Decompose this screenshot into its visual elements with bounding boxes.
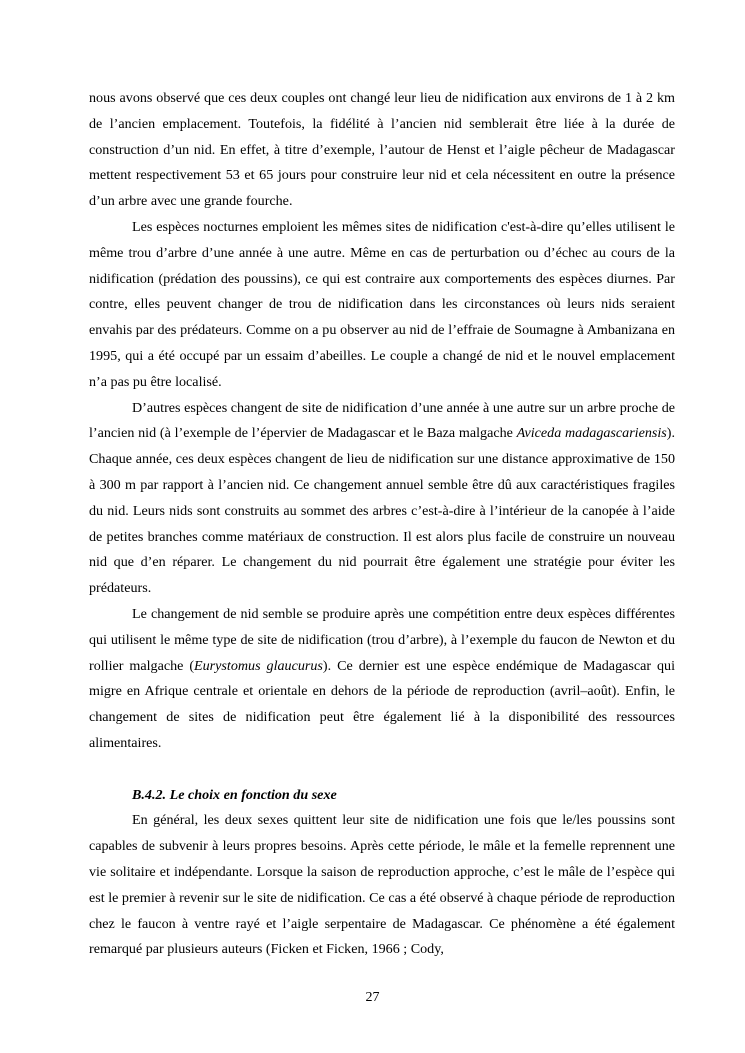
section-body-text [89, 808, 675, 963]
species-name: Eurystomus glaucurus [194, 657, 323, 674]
species-name: Aviceda madagascariensis [516, 425, 667, 442]
body-text [89, 86, 675, 757]
paragraph [89, 215, 675, 396]
paragraph [89, 86, 675, 215]
paragraph-text: Les espèces nocturnes emploient les mêmes sites de nidification c'est-à-dire qu’elles utilisent le même trou d’arbre d’une année à une autre. Même en cas de perturbation ou d’échec au cours de la nidification (prédation des poussins), ce qui est contraire aux comportements des espèces diurnes. Par contre, elles peuvent changer de trou de nidification dans les circonstances où leurs nids seraient envahis par des prédateurs. Comme on a pu observer au nid de l’effraie de Soumagne à Ambanizana en 1995, qui a été occupé par un essaim d’abeilles. Le couple a changé de nid et le nouvel emplacement n’a pas pu être localisé. [89, 218, 675, 390]
paragraph-text: ). Ce dernier est une espèce endémique de Madagascar qui migre en Afrique centrale et orientale en dehors de la période de reproduction (avril–août). Enfin, le changement de sites de nidification peut être également lié à la disponibilité des ressources alimentaires. [89, 657, 676, 751]
section-spacer [89, 757, 675, 783]
paragraph-text: ). Chaque année, ces deux espèces changent de lieu de nidification sur une distance approximative de 150 à 300 m par rapport à l’ancien nid. Ce changement annuel semble être dû aux caractéristiques fragiles du nid. Leurs nids sont construits au sommet des arbres c’est-à-dire à l’intérieur de la canopée à l’aide de petites branches comme matériaux de construction. Il est alors plus facile de construire un nouveau nid que d’en réparer. Le changement du nid pourrait être également une stratégie pour éviter les prédateurs. [89, 425, 676, 597]
paragraph-text: nous avons observé que ces deux couples ont changé leur lieu de nidification aux environs de 1 à 2 km de l’ancien emplacement. Toutefois, la fidélité à l’ancien nid semblerait être liée à la durée de construction d’un nid. En effet, à titre d’exemple, l’autour de Henst et l’aigle pêcheur de Madagascar mettent respectivement 53 et 65 jours pour construire leur nid et cela nécessitent en outre la présence d’un arbre avec une grande fourche. [89, 90, 675, 210]
paragraph-text: D’autres espèces changent de site de nidification d’une année à une autre sur un arbre proche de l’ancien nid (à l’exemple de l’épervier de Madagascar et le Baza malgache [89, 399, 675, 442]
paragraph [89, 808, 675, 963]
paragraph-text: En général, les deux sexes quittent leur site de nidification une fois que le/les poussins sont capables de subvenir à leurs propres besoins. Après cette période, le mâle et la femelle reprennent une vie solitaire et indépendante. Lorsque la saison de reproduction approche, c’est le mâle de l’espèce qui est le premier à revenir sur le site de nidification. Ce cas a été observé à chaque période de reproduction chez le faucon à ventre rayé et l’aigle serpentaire de Madagascar. Ce phénomène a été également remarqué par plusieurs auteurs (Ficken et Ficken, 1966 ; Cody, [89, 812, 675, 958]
section-heading: B.4.2. Le choix en fonction du sexe [132, 786, 337, 803]
paragraph [89, 396, 675, 602]
page-number: 27 [365, 990, 380, 1005]
document-page [89, 86, 675, 963]
paragraph [89, 602, 675, 757]
paragraph-text: Le changement de nid semble se produire après une compétition entre deux espèces différentes qui utilisent le même type de site de nidification (trou d’arbre), à l’exemple du faucon de Newton et du rollier malgache ( [89, 605, 675, 674]
